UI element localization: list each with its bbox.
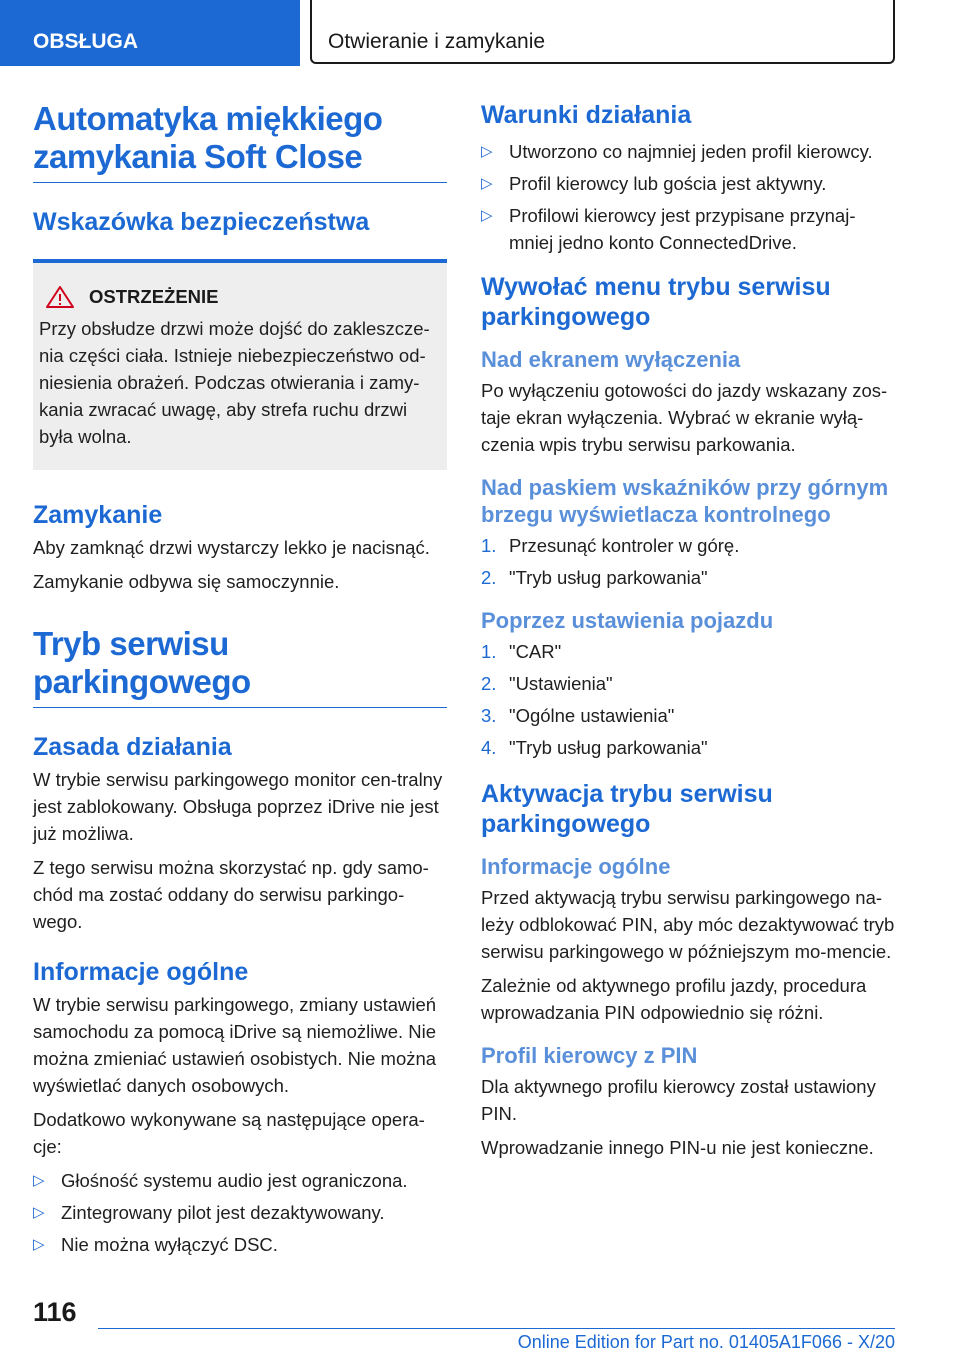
status-bar-steps bbox=[481, 532, 895, 591]
heading-status-bar: Nad paskiem wskaźników przy górnym brzegu wyświetlacza kontrolnego bbox=[481, 475, 889, 527]
heading-service-mode: Tryb serwisu parkingowego bbox=[33, 625, 447, 708]
warning-box bbox=[33, 259, 447, 470]
activation-paragraph-1: Przed aktywacją trybu serwisu parkingowego na-leży odblokować PIN, aby móc dezaktywować tryb serwisu parkingowego w późniejszym mo-mencie. bbox=[481, 887, 895, 962]
list-item: ▷ Głośność systemu audio jest ograniczona. bbox=[33, 1167, 447, 1194]
list-item: ▷ Nie można wyłączyć DSC. bbox=[33, 1231, 447, 1258]
heading-shutdown-screen: Nad ekranem wyłączenia bbox=[481, 347, 741, 372]
closing-paragraph-1: Aby zamknąć drzwi wystarczy lekko je nacisnąć. bbox=[33, 537, 430, 558]
list-item: 3. "Ogólne ustawienia" bbox=[481, 705, 675, 726]
heading-general-info: Informacje ogólne bbox=[33, 958, 249, 986]
list-item: 2. "Ustawienia" bbox=[481, 673, 613, 694]
list-item: ▷ Profil kierowcy lub gościa jest aktywny. bbox=[481, 170, 895, 197]
list-item: ▷ Profilowi kierowcy jest przypisane przynaj-mniej jedno konto ConnectedDrive. bbox=[481, 202, 895, 256]
right-column bbox=[481, 100, 895, 1168]
list-item: ▷ Zintegrowany pilot jest dezaktywowany. bbox=[33, 1199, 447, 1226]
triangle-bullet-icon: ▷ bbox=[33, 1204, 45, 1221]
list-item: 4. "Tryb usług parkowania" bbox=[481, 737, 708, 758]
warning-text: Przy obsłudze drzwi może dojść do zakleszcze-nia części ciała. Istnieje niebezpieczeństwo od-niesienia obrażeń. Podczas otwierania i zamy-kania zwracać uwagę, aby strefa ruchu drzwi była wolna. bbox=[39, 318, 430, 447]
warning-title: OSTRZEŻENIE bbox=[89, 286, 219, 307]
general-operations-list bbox=[33, 1167, 447, 1258]
heading-call-menu: Wywołać menu trybu serwisu parkingowego bbox=[481, 273, 831, 331]
chapter-tab: Otwieranie i zamykanie bbox=[310, 0, 895, 64]
triangle-bullet-icon: ▷ bbox=[481, 175, 493, 192]
driver-paragraph-1: Dla aktywnego profilu kierowcy został ustawiony PIN. bbox=[481, 1076, 876, 1124]
general-paragraph-2: Dodatkowo wykonywane są następujące opera-cje: bbox=[33, 1109, 425, 1157]
heading-general-info-2: Informacje ogólne bbox=[481, 854, 671, 879]
heading-activation: Aktywacja trybu serwisu parkingowego bbox=[481, 780, 773, 838]
list-item: 1. Przesunąć kontroler w górę. bbox=[481, 535, 740, 556]
closing-paragraph-2: Zamykanie odbywa się samoczynnie. bbox=[33, 571, 340, 592]
principle-paragraph-2: Z tego serwisu można skorzystać np. gdy samo-chód ma zostać oddany do serwisu parkingo-wego. bbox=[33, 857, 429, 932]
activation-paragraph-2: Zależnie od aktywnego profilu jazdy, procedura wprowadzania PIN odpowiednio się różni. bbox=[481, 975, 867, 1023]
heading-driver-profile: Profil kierowcy z PIN bbox=[481, 1043, 698, 1068]
triangle-bullet-icon: ▷ bbox=[33, 1236, 45, 1253]
principle-paragraph-1: W trybie serwisu parkingowego monitor cen-tralny jest zablokowany. Obsługa poprzez iDrive nie jest już możliwa. bbox=[33, 769, 443, 844]
page-header bbox=[0, 0, 960, 66]
vehicle-settings-steps bbox=[481, 638, 895, 761]
footer-divider bbox=[98, 1328, 895, 1329]
triangle-bullet-icon: ▷ bbox=[481, 207, 493, 224]
list-item: ▷ Utworzono co najmniej jeden profil kierowcy. bbox=[481, 138, 895, 165]
triangle-bullet-icon: ▷ bbox=[33, 1172, 45, 1189]
heading-vehicle-settings: Poprzez ustawienia pojazdu bbox=[481, 608, 774, 633]
heading-soft-close: Automatyka miękkiego zamykania Soft Close bbox=[33, 100, 447, 183]
heading-principle: Zasada działania bbox=[33, 733, 232, 761]
heading-safety-note: Wskazówka bezpieczeństwa bbox=[33, 208, 370, 236]
conditions-list bbox=[481, 138, 895, 256]
list-item: 2. "Tryb usług parkowania" bbox=[481, 567, 708, 588]
driver-paragraph-2: Wprowadzanie innego PIN-u nie jest konieczne. bbox=[481, 1137, 874, 1158]
warning-triangle-icon bbox=[45, 285, 75, 309]
heading-conditions: Warunki działania bbox=[481, 101, 692, 129]
list-item: 1. "CAR" bbox=[481, 641, 562, 662]
edition-link[interactable]: Online Edition for Part no. 01405A1F066 - X/20 bbox=[517, 1332, 895, 1352]
section-tab: OBSŁUGA bbox=[0, 0, 300, 66]
heading-closing: Zamykanie bbox=[33, 501, 163, 529]
page-number: 116 bbox=[33, 1297, 77, 1327]
general-paragraph-1: W trybie serwisu parkingowego, zmiany ustawień samochodu za pomocą iDrive są niemożliwe. Nie można zmieniać ustawień osobistych. Nie można wyświetlać danych osobowych. bbox=[33, 994, 437, 1096]
left-column bbox=[33, 100, 447, 1270]
shutdown-paragraph: Po wyłączeniu gotowości do jazdy wskazany zos-taje ekran wyłączenia. Wybrać w ekranie wyłą-czenia wpis trybu serwisu parkowania. bbox=[481, 380, 888, 455]
triangle-bullet-icon: ▷ bbox=[481, 143, 493, 160]
